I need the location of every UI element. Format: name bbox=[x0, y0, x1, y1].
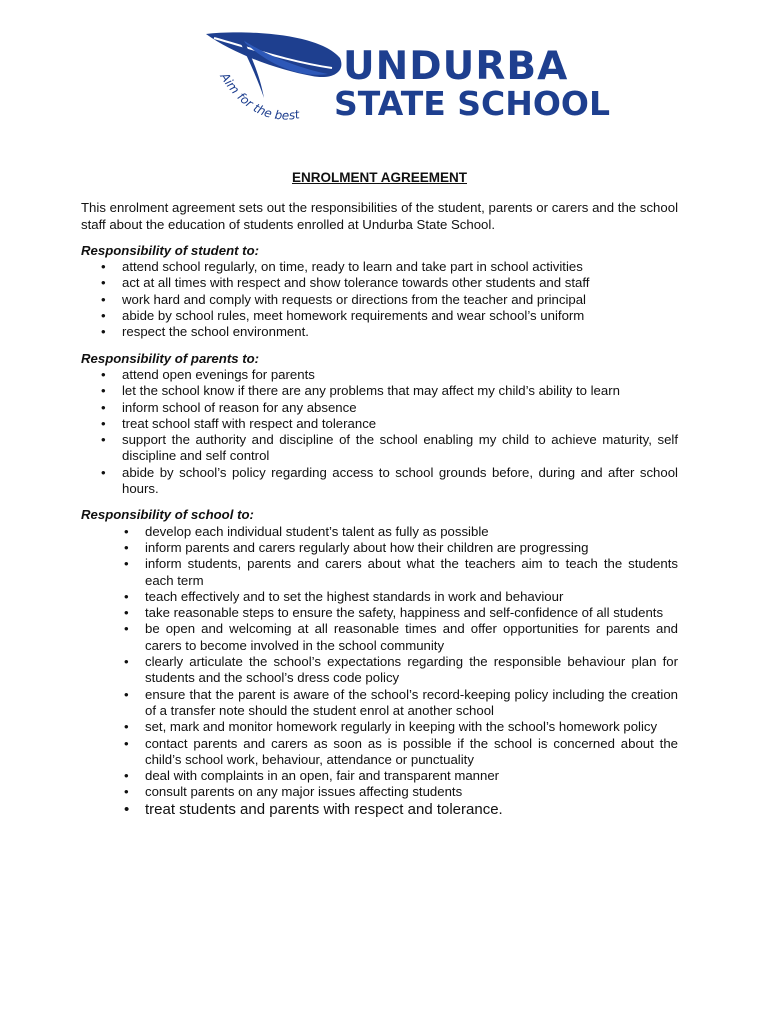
school-logo bbox=[200, 28, 610, 128]
document-title: ENROLMENT AGREEMENT bbox=[292, 170, 467, 185]
list-item: • abide by school’s policy regarding access to school grounds before, during and after school hours. bbox=[81, 465, 678, 498]
parents-responsibilities-section bbox=[81, 351, 678, 498]
parents-responsibilities-list bbox=[81, 367, 678, 497]
logo-name-line1: UNDURBA bbox=[343, 44, 569, 89]
list-item: • work hard and comply with requests or directions from the teacher and principal bbox=[81, 292, 678, 308]
list-item: • support the authority and discipline of the school enabling my child to achieve maturity, self discipline and self control bbox=[81, 432, 678, 465]
list-item: • deal with complaints in an open, fair and transparent manner bbox=[81, 768, 678, 784]
student-responsibilities-section bbox=[81, 243, 678, 341]
intro-paragraph: This enrolment agreement sets out the responsibilities of the student, parents or carers and the school staff about the education of students enrolled at Undurba State School. bbox=[81, 200, 678, 232]
list-item: • develop each individual student’s talent as fully as possible bbox=[81, 524, 678, 540]
logo-name-line2: STATE SCHOOL bbox=[334, 84, 610, 123]
list-item: • teach effectively and to set the highest standards in work and behaviour bbox=[81, 589, 678, 605]
leaf-icon bbox=[200, 28, 350, 128]
list-item: • let the school know if there are any problems that may affect my child’s ability to learn bbox=[81, 383, 678, 399]
logo-motto: Aim for the best bbox=[217, 70, 301, 123]
list-item: • act at all times with respect and show tolerance towards other students and staff bbox=[81, 275, 678, 291]
list-item: • attend school regularly, on time, ready to learn and take part in school activities bbox=[81, 259, 678, 275]
list-item: • ensure that the parent is aware of the school’s record-keeping policy including the creation of a transfer note should the student enrol at another school bbox=[81, 687, 678, 720]
list-item: • inform students, parents and carers about what the teachers aim to teach the students each term bbox=[81, 556, 678, 589]
section-heading: Responsibility of student to: bbox=[81, 242, 260, 258]
svg-text:Aim for the best bbox=[217, 69, 302, 122]
list-item: • consult parents on any major issues affecting students bbox=[81, 784, 678, 800]
section-heading: Responsibility of school to: bbox=[81, 507, 254, 523]
section-heading: Responsibility of parents to: bbox=[81, 350, 260, 366]
list-item: • inform parents and carers regularly about how their children are progressing bbox=[81, 540, 678, 556]
list-item: • be open and welcoming at all reasonable times and offer opportunities for parents and carers to become involved in the school community bbox=[81, 621, 678, 654]
list-item: • contact parents and carers as soon as is possible if the school is concerned about the child’s school work, behaviour, attendance or punctuality bbox=[81, 736, 678, 769]
list-item: • abide by school rules, meet homework requirements and wear school’s uniform bbox=[81, 308, 678, 324]
list-item: • inform school of reason for any absence bbox=[81, 400, 678, 416]
school-responsibilities-list bbox=[81, 524, 678, 819]
list-item: • take reasonable steps to ensure the safety, happiness and self-confidence of all students bbox=[81, 605, 678, 621]
list-item: • set, mark and monitor homework regularly in keeping with the school’s homework policy bbox=[81, 719, 678, 735]
school-responsibilities-section bbox=[81, 507, 678, 818]
list-item: • attend open evenings for parents bbox=[81, 367, 678, 383]
list-item: • clearly articulate the school’s expectations regarding the responsible behaviour plan for students and the school’s dress code policy bbox=[81, 654, 678, 687]
document-body bbox=[81, 170, 678, 829]
list-item: • respect the school environment. bbox=[81, 324, 678, 340]
student-responsibilities-list bbox=[81, 259, 678, 340]
list-item: • treat school staff with respect and tolerance bbox=[81, 416, 678, 432]
list-item: • treat students and parents with respect and tolerance. bbox=[81, 801, 678, 819]
